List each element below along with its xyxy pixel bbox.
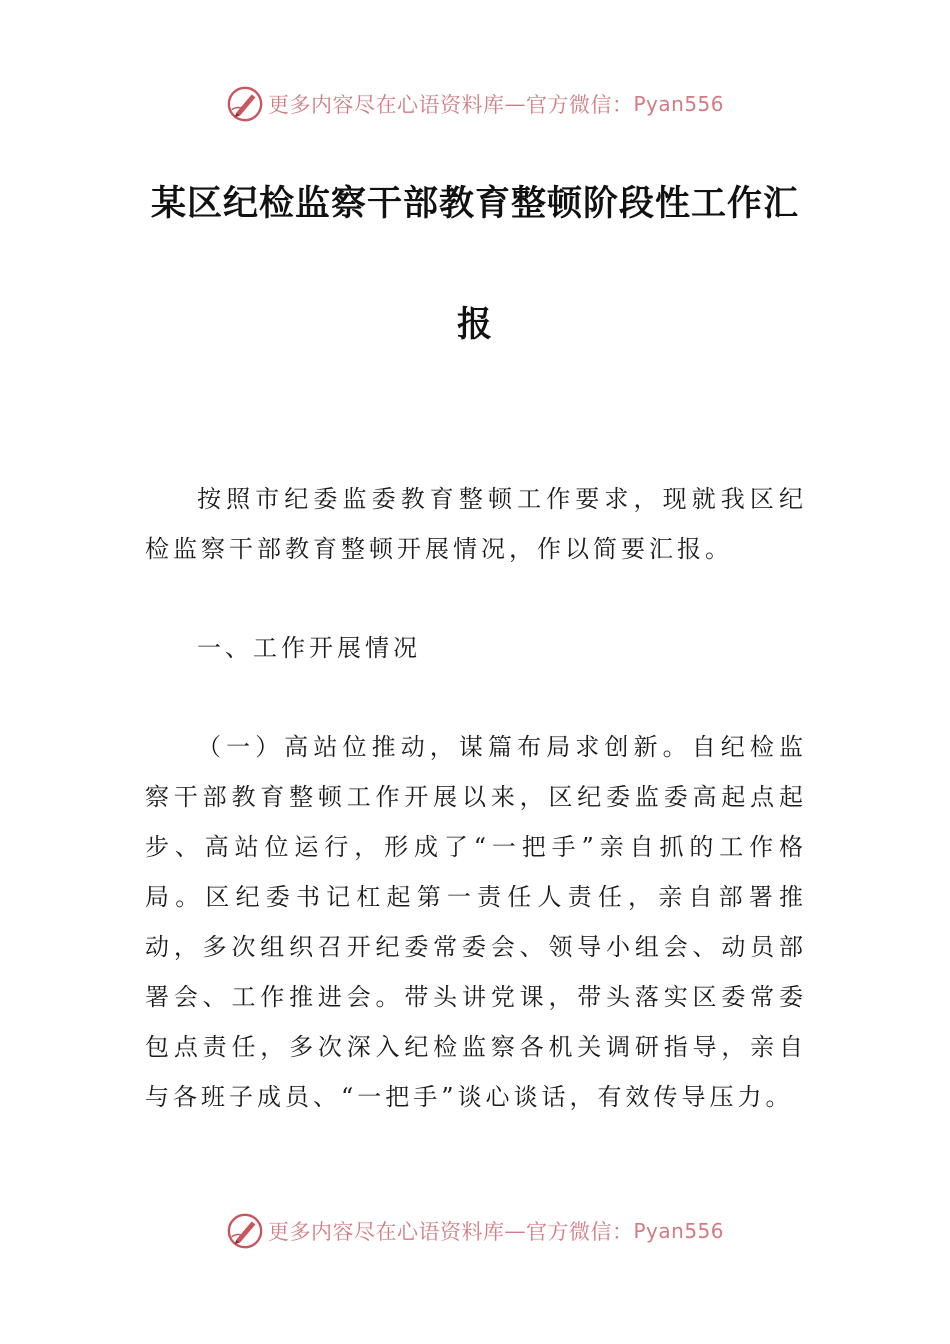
watermark-text: 更多内容尽在心语资料库 <box>267 1220 505 1244</box>
watermark-handle: Pyan556 <box>633 92 724 116</box>
watermark-separator: — <box>504 92 526 116</box>
watermark-label: 官方微信： <box>525 1220 634 1244</box>
intro-paragraph: 按照市纪委监委教育整顿工作要求，现就我区纪检监察干部教育整顿开展情况，作以简要汇报。 <box>145 485 807 563</box>
intro-paragraph-block <box>145 474 807 574</box>
footer-watermark <box>0 1209 950 1253</box>
section-paragraph: （一）高站位推动，谋篇布局求创新。自纪检监察干部教育整顿工作开展以来，区纪委监委高起点起步、高站位运行，形成了“一把手”亲自抓的工作格局。区纪委书记杠起第一责任人责任，亲自部署推动，多次组织召开纪委常委会、领导小组会、动员部署会、工作推进会。带头讲党课，带头落实区委常委包点责任，多次深入纪检监察各机关调研指导，亲自与各班子成员、“一把手”谈心谈话，有效传导压力。 <box>145 733 807 1111</box>
watermark-handle: Pyan556 <box>633 1219 724 1243</box>
pen-logo-icon <box>226 1212 264 1250</box>
section-paragraph-block <box>145 722 807 1122</box>
pen-logo-icon <box>226 85 264 123</box>
document-title-line-1: 某区纪检监察干部教育整顿阶段性工作汇 <box>150 183 799 224</box>
document-title-line-2: 报 <box>456 304 493 345</box>
section-heading: 一、工作开展情况 <box>197 634 421 662</box>
section-heading-block <box>145 623 807 673</box>
watermark-text: 更多内容尽在心语资料库 <box>267 93 505 117</box>
header-watermark <box>0 82 950 126</box>
watermark-separator: — <box>504 1219 526 1243</box>
watermark-label: 官方微信： <box>525 93 634 117</box>
